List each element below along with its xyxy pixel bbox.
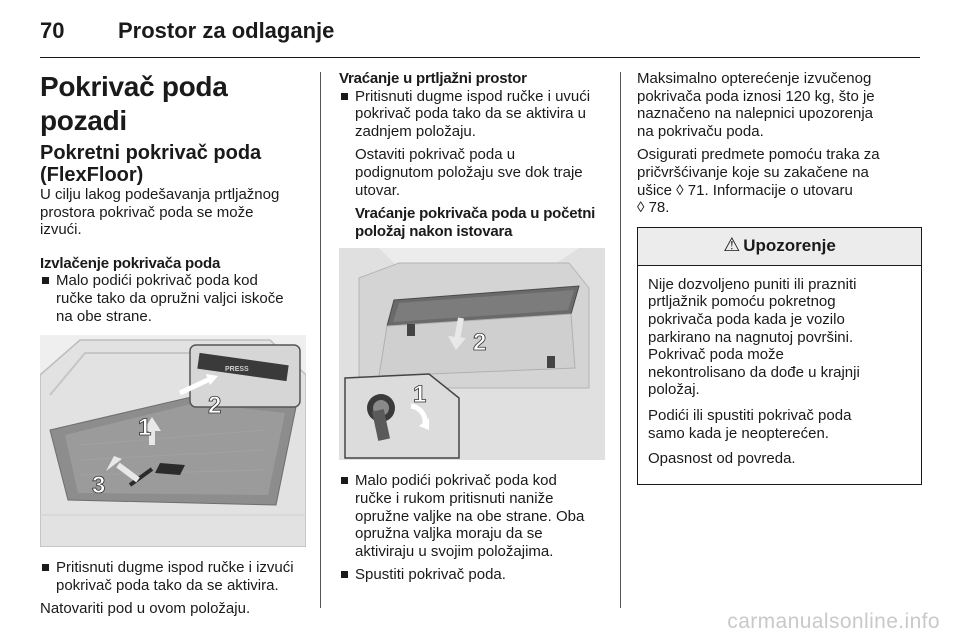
text-line: ušice ◊ 71. Informacije o utovaru bbox=[637, 181, 853, 199]
text-line: Pokrivač poda može bbox=[648, 346, 784, 364]
text-line: prtljažnik pomoću pokretnog bbox=[648, 293, 836, 311]
warning-title: Upozorenje bbox=[743, 236, 836, 256]
text-line: ručke i rukom pritisnuti naniže bbox=[355, 489, 554, 507]
return-heading: Vraćanje u prtljažni prostor bbox=[339, 70, 527, 87]
warning-paragraph bbox=[648, 276, 913, 399]
text-line: podignutom položaju sve dok traje bbox=[355, 163, 583, 181]
bullet-square-icon bbox=[42, 277, 49, 284]
text-line: položaj. bbox=[648, 381, 700, 399]
max-load-paragraph bbox=[637, 70, 922, 140]
text-line: pokrivača poda iznosi 120 kg, što je bbox=[637, 87, 875, 105]
column-3 bbox=[637, 70, 922, 485]
text-line: Malo podići pokrivač poda kod bbox=[56, 272, 258, 290]
restore-heading bbox=[339, 205, 605, 240]
figure-label-2: 2 bbox=[473, 329, 487, 357]
figure-label-2: 2 bbox=[208, 392, 222, 420]
subsection-title-line1: Pokretni pokrivač poda bbox=[40, 142, 262, 164]
warning-paragraph bbox=[648, 407, 913, 442]
text-line: Pritisnuti dugme ispod ručke i izvući bbox=[56, 559, 294, 577]
bullet-square-icon bbox=[341, 93, 348, 100]
text-line: pričvršćivanje koje su zakačene na bbox=[637, 163, 869, 181]
bullet-square-icon bbox=[341, 477, 348, 484]
figure-label-1: 1 bbox=[138, 414, 152, 442]
bullet-item bbox=[40, 272, 312, 325]
text-line: samo kada je neopterećen. bbox=[648, 424, 829, 442]
text-line: zadnjem položaju. bbox=[355, 122, 476, 140]
text-line: U cilju lakog podešavanja prtljažnog bbox=[40, 186, 280, 203]
chapter-title: Prostor za odlaganje bbox=[118, 18, 335, 43]
text-line: Nije dozvoljeno puniti ili prazniti bbox=[648, 275, 857, 293]
bullet-square-icon bbox=[42, 564, 49, 571]
warning-header bbox=[638, 228, 921, 266]
floor-cover-return-illustration bbox=[339, 248, 605, 460]
column-divider-left bbox=[320, 72, 321, 608]
column-1 bbox=[40, 70, 312, 624]
text-line: Malo podići pokrivač poda kod bbox=[355, 472, 557, 490]
text-line: aktiviraju u svojim položajima. bbox=[355, 542, 554, 560]
text-line: Maksimalno opterećenje izvučenog bbox=[637, 70, 872, 87]
securing-paragraph bbox=[637, 146, 922, 216]
figure-label-1: 1 bbox=[413, 381, 427, 409]
text-line: izvući. bbox=[40, 221, 82, 239]
warning-paragraph: Opasnost od povreda. bbox=[648, 450, 796, 468]
warning-body bbox=[638, 266, 921, 484]
intro-paragraph bbox=[40, 186, 312, 239]
text-line: na pokrivaču poda. bbox=[637, 122, 764, 140]
text-line: Pritisnuti dugme ispod ručke i uvući bbox=[355, 87, 591, 105]
text-line: naznačeno na nalepnici upozorenja bbox=[637, 105, 874, 123]
text-line: nekontrolisano da dođe u krajnji bbox=[648, 363, 860, 381]
page-number: 70 bbox=[40, 18, 65, 43]
section-title: Pokrivač poda pozadi bbox=[40, 71, 228, 136]
indented-paragraph bbox=[339, 146, 605, 199]
text-line: opružne valjke na obe strane. Oba bbox=[355, 507, 585, 525]
text-line: Osigurati predmete pomoću traka za bbox=[637, 146, 880, 164]
text-line: utovar. bbox=[355, 181, 401, 199]
text-line: ručke tako da opružni valjci iskoče bbox=[56, 289, 284, 307]
text-line: pokrivač poda tako da se aktivira u bbox=[355, 105, 586, 123]
text-line: položaj nakon istovara bbox=[355, 222, 513, 240]
bullet-item bbox=[339, 472, 605, 560]
floor-cover-extract-illustration bbox=[40, 335, 306, 547]
closing-paragraph: Natovariti pod u ovom položaju. bbox=[40, 600, 251, 618]
column-divider-right bbox=[620, 72, 621, 608]
text-line: prostora pokrivač poda se može bbox=[40, 203, 254, 221]
text-line: ◊ 78. bbox=[637, 199, 670, 217]
warning-box bbox=[637, 227, 922, 485]
text-line: na obe strane. bbox=[56, 307, 152, 325]
figure-label-3: 3 bbox=[92, 472, 106, 500]
text-line: Vraćanje pokrivača poda u početni bbox=[355, 205, 596, 223]
press-label: PRESS bbox=[225, 366, 249, 374]
text-line: Ostaviti pokrivač poda u bbox=[355, 146, 516, 164]
text-line: pokrivača poda kada je vozilo bbox=[648, 310, 845, 328]
bullet-square-icon bbox=[341, 571, 348, 578]
extract-heading: Izvlačenje pokrivača poda bbox=[40, 254, 221, 272]
text-line: pokrivač poda tako da se aktivira. bbox=[56, 576, 279, 594]
header-rule bbox=[40, 57, 920, 58]
text-line: Podići ili spustiti pokrivač poda bbox=[648, 406, 852, 424]
text-line: Spustiti pokrivač poda. bbox=[355, 566, 506, 584]
warning-triangle-icon: ⚠ bbox=[723, 235, 741, 257]
text-line: parkirano na nagnutoj površini. bbox=[648, 328, 854, 346]
subsection-title-line2: (FlexFloor) bbox=[40, 164, 144, 186]
page-header bbox=[40, 12, 920, 62]
bullet-item bbox=[40, 559, 312, 594]
column-2 bbox=[339, 70, 605, 590]
bullet-item bbox=[339, 566, 605, 584]
bullet-item bbox=[339, 88, 605, 141]
text-line: opružna valjka moraju da se bbox=[355, 525, 543, 543]
watermark: carmanualsonline.info bbox=[727, 610, 940, 633]
